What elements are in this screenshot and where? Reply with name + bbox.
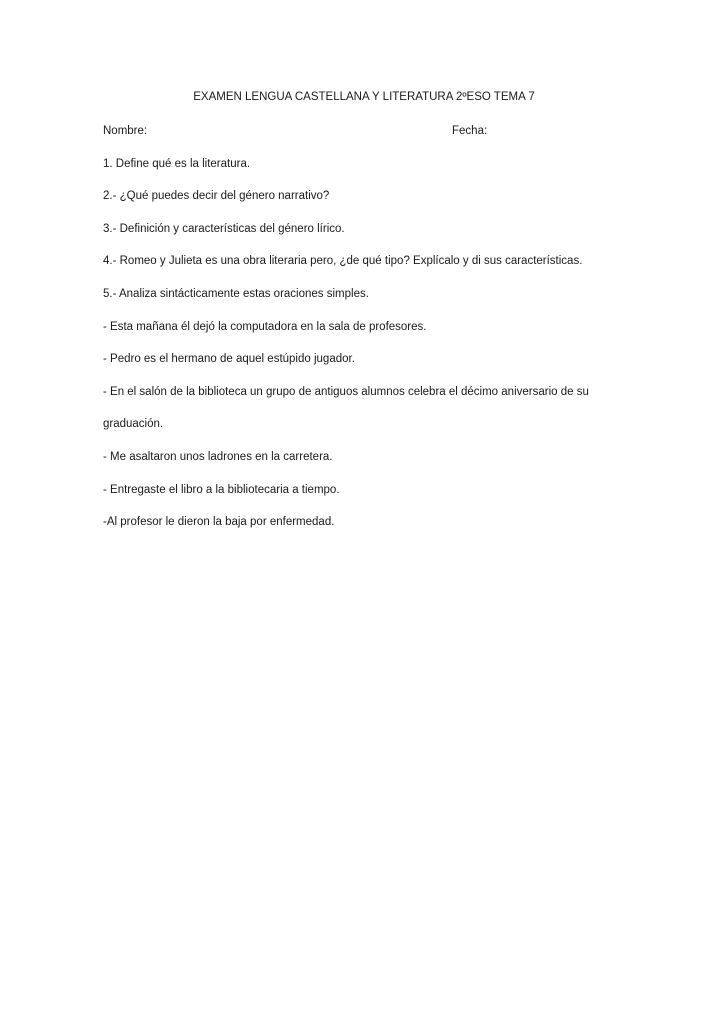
sentence-3-continuation: graduación. (103, 418, 164, 430)
sentence-6: -Al profesor le dieron la baja por enfermedad. (103, 516, 335, 528)
sentence-3: - En el salón de la biblioteca un grupo de antiguos alumnos celebra el décimo aniversario de su (103, 386, 589, 398)
exam-title: EXAMEN LENGUA CASTELLANA Y LITERATURA 2ºESO TEMA 7 (193, 91, 535, 103)
question-5: 5.- Analiza sintácticamente estas oraciones simples. (103, 288, 369, 300)
question-1: 1. Define qué es la literatura. (103, 158, 251, 170)
nombre-label: Nombre: (103, 125, 148, 137)
sentence-1: - Esta mañana él dejó la computadora en la sala de profesores. (103, 321, 427, 333)
fecha-label: Fecha: (452, 125, 488, 137)
question-3: 3.- Definición y características del género lírico. (103, 223, 345, 235)
sentence-5: - Entregaste el libro a la bibliotecaria a tiempo. (103, 484, 340, 496)
sentence-2: - Pedro es el hermano de aquel estúpido jugador. (103, 353, 355, 365)
question-2: 2.- ¿Qué puedes decir del género narrativo? (103, 190, 330, 202)
sentence-4: - Me asaltaron unos ladrones en la carretera. (103, 451, 333, 463)
question-4: 4.- Romeo y Julieta es una obra literaria pero, ¿de qué tipo? Explícalo y di sus características. (103, 255, 583, 267)
